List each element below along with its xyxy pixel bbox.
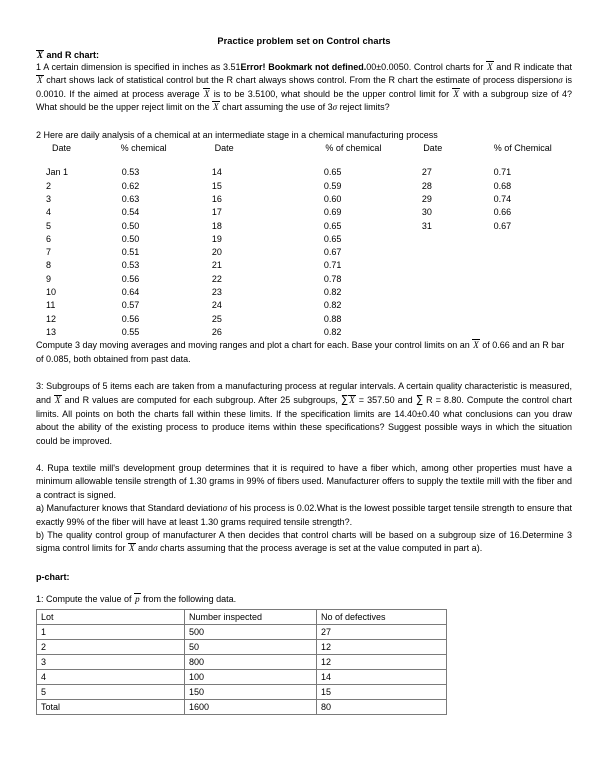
data-header-row <box>36 142 572 155</box>
data-cell: 0.78 <box>323 273 342 284</box>
data-cell: 5 <box>46 220 52 231</box>
data-cell: 0.63 <box>121 193 140 204</box>
data-cell: 0.88 <box>323 313 342 324</box>
data-row <box>36 206 572 219</box>
data-cell: 0.51 <box>121 247 140 258</box>
table-cell: 27 <box>317 625 447 640</box>
x-bar-symbol: X <box>203 88 211 101</box>
data-cell: 22 <box>211 273 222 284</box>
data-cell: 17 <box>211 207 222 218</box>
data-row <box>36 180 572 193</box>
q1-text-8: with a subgroup size of 4? What should be the upper reject limit on the <box>36 88 572 113</box>
data-cell: 0.56 <box>121 313 140 324</box>
sigma-symbol: σ <box>558 75 563 86</box>
x-bar-symbol: X <box>36 74 44 87</box>
table-cell: 15 <box>317 685 447 700</box>
data-cell: 11 <box>46 300 56 311</box>
q1-text-5: chart shows lack of statistical control but the R chart always shows control. From the R chart the estimate of process dispersion <box>43 75 559 86</box>
data-cell: 28 <box>421 180 432 191</box>
data-cell: 0.50 <box>121 220 140 231</box>
data-cell: 24 <box>211 300 222 311</box>
q3-text-1: 3: Subgroups of 5 items each are taken from a manufacturing process at regular intervals. A certain quality characteristic is measured, and <box>36 381 572 406</box>
data-cell: 2 <box>46 180 52 191</box>
data-cell: 21 <box>211 260 222 271</box>
summation-symbol: ∑ <box>341 393 348 407</box>
question-2-footer <box>36 339 572 366</box>
data-cell: 16 <box>211 193 222 204</box>
x-bar-symbol: X <box>54 394 62 407</box>
q2-footer-text-1: Compute 3 day moving averages and moving ranges and plot a chart for each. Base your control limits on an <box>36 340 473 351</box>
table-row <box>37 625 447 640</box>
data-cell <box>489 313 572 326</box>
data-cell <box>489 273 572 286</box>
q3-text-5: 0.40 what conclusions can you draw about the ability of the existing process to produce items within these specifications? Suggest possible ways in which the situation could be improved. <box>36 408 572 446</box>
data-cell: 0.68 <box>493 180 512 191</box>
q2-footer-text-2: of 0.66 and an R bar of 0.085, both obtained from past data. <box>36 340 565 364</box>
pchart-data-table <box>36 609 447 715</box>
table-cell: 3 <box>37 655 185 670</box>
table-cell: 150 <box>185 685 317 700</box>
data-cell: 0.71 <box>493 167 512 178</box>
table-cell: 2 <box>37 640 185 655</box>
q4b-text-1: b) The quality control group of manufacturer A then decides that control charts will be based on a subgroup size of 16.Determine 3 sigma control limits for <box>36 530 572 554</box>
data-cell: 8 <box>46 260 52 271</box>
header-value-3: % of Chemical <box>493 143 552 154</box>
q4b-text-3: charts assuming that the process average is set at the value computed in part a). <box>157 543 483 554</box>
table-row <box>37 685 447 700</box>
question-1-paragraph <box>36 61 572 115</box>
header-date-3: Date <box>423 143 443 154</box>
data-cell: 12 <box>46 313 57 324</box>
table-cell: 12 <box>317 655 447 670</box>
column-header: Number inspected <box>185 610 317 625</box>
data-cell: 9 <box>46 273 52 284</box>
q4a-text-1: a) Manufacturer knows that Standard deviation <box>36 503 223 514</box>
p-bar-symbol: p <box>134 593 141 606</box>
data-cell: Jan 1 <box>46 167 69 178</box>
sigma-symbol: σ <box>222 503 228 514</box>
x-bar-symbol: X <box>212 101 220 114</box>
q1-text-9: chart assuming the use of 3 <box>219 102 333 113</box>
sigma-symbol: σ <box>332 102 338 113</box>
data-cell: 31 <box>421 220 432 231</box>
data-cell: 0.56 <box>121 273 140 284</box>
data-cell: 0.54 <box>121 207 140 218</box>
data-row <box>36 259 572 272</box>
data-cell <box>489 259 572 272</box>
data-row <box>36 299 572 312</box>
data-cell: 0.50 <box>121 233 140 244</box>
x-bar-symbol: X <box>37 50 44 60</box>
data-cell: 18 <box>211 220 222 231</box>
data-cell <box>422 233 489 246</box>
data-cell: 23 <box>211 287 222 297</box>
data-cell: 13 <box>46 326 57 337</box>
data-cell: 0.82 <box>323 287 342 297</box>
pchart-q1-text-2: from the following data. <box>140 593 237 604</box>
table-cell: 100 <box>185 670 317 685</box>
data-cell: 0.53 <box>121 260 140 271</box>
data-cell: 0.82 <box>323 300 342 311</box>
daily-analysis-data <box>36 142 572 339</box>
q1-text-1: 1 A certain dimension is specified in inches as 3.51 <box>36 62 241 72</box>
header-value-2: % of chemical <box>325 143 382 154</box>
data-cell: 0.53 <box>121 167 140 178</box>
table-cell: 14 <box>317 670 447 685</box>
plus-minus-symbol: ± <box>376 62 382 72</box>
data-row <box>36 286 572 299</box>
question-4-paragraph: 4. Rupa textile mill's development group determines that it is required to have a fiber which, among other properties must have a minimum allowable tensile strength of 1.30 grams in 99% of fibers used. Manufacturer offers to supply the textile mill with the fiber and a contract is signed. <box>36 463 572 500</box>
data-row <box>36 193 572 206</box>
data-cell: 29 <box>421 193 432 204</box>
data-cell: 0.67 <box>323 247 342 258</box>
table-cell: 80 <box>317 700 447 715</box>
question-4a-paragraph <box>36 502 572 529</box>
q1-text-7: is to be 3.5100, what should be the upper control limit for <box>210 88 453 99</box>
data-cell <box>422 259 489 272</box>
pchart-question-1 <box>36 593 572 606</box>
sigma-symbol: σ <box>153 543 158 554</box>
data-cell: 30 <box>421 207 432 218</box>
q3-text-4: R = 8.80. Compute the control chart limits. All points on both the charts fall within these limits. If the specification limits are 14.40 <box>36 395 572 419</box>
section-heading-pchart: p-chart: <box>36 571 70 582</box>
data-cell <box>489 246 572 259</box>
data-cell: 0.57 <box>121 300 140 311</box>
section-heading-xbar-r-text: and R chart: <box>44 50 100 60</box>
table-cell: 12 <box>317 640 447 655</box>
data-cell: 0.82 <box>323 326 342 337</box>
table-header-row <box>37 610 447 625</box>
table-row <box>37 655 447 670</box>
data-cell: 0.69 <box>323 207 342 218</box>
data-cell: 19 <box>211 233 222 244</box>
plus-minus-symbol: ± <box>417 408 422 419</box>
x-bar-symbol: X <box>452 88 460 101</box>
question-4b-paragraph <box>36 529 572 556</box>
q1-text-2: 00 <box>366 62 377 72</box>
data-row <box>36 166 572 179</box>
page-title: Practice problem set on Control charts <box>217 36 391 46</box>
data-cell: 0.60 <box>323 193 342 204</box>
data-cell: 15 <box>211 180 222 191</box>
data-cell: 27 <box>421 167 432 178</box>
data-cell: 0.67 <box>493 220 512 231</box>
section-heading-xbar-r <box>36 50 572 60</box>
data-cell <box>422 313 489 326</box>
question-3-paragraph <box>36 380 572 448</box>
data-row <box>36 220 572 233</box>
table-cell: 1600 <box>185 700 317 715</box>
data-cell: 0.55 <box>121 326 140 337</box>
data-cell: 0.71 <box>323 260 342 271</box>
q3-text-2: and R values are computed for each subgroup. After 25 subgroups, <box>61 395 341 406</box>
data-row <box>36 246 572 259</box>
table-cell: Total <box>37 700 185 715</box>
q1-text-4: and R indicate that <box>493 62 572 72</box>
data-cell: 4 <box>46 207 52 218</box>
data-cell: 0.65 <box>323 167 342 178</box>
data-cell: 0.66 <box>493 207 512 218</box>
data-row <box>36 313 572 326</box>
data-cell <box>422 246 489 259</box>
data-cell: 0.62 <box>121 180 140 191</box>
header-date-1: Date <box>52 143 72 154</box>
data-cell: 14 <box>211 167 222 178</box>
data-cell: 20 <box>211 247 222 258</box>
header-date-2: Date <box>214 143 234 154</box>
data-cell: 0.65 <box>323 220 342 231</box>
q1-text-6: is 0.0010. If the aimed at process average <box>36 75 572 99</box>
q1-text-10: reject limits? <box>337 102 390 113</box>
pchart-q1-text-1: 1: Compute the value of <box>36 593 135 604</box>
q4a-text-2: of his process is 0.02.What is the lowest possible target tensile strength to ensure that exactly 99% of the fiber will have at least 1.30 grams required tensile strength?. <box>36 503 572 527</box>
table-cell: 50 <box>185 640 317 655</box>
column-header: Lot <box>37 610 185 625</box>
header-value-1: % chemical <box>120 143 167 154</box>
x-bar-symbol: X <box>486 61 494 74</box>
data-cell: 3 <box>46 193 52 204</box>
x-bar-symbol: X <box>348 394 356 407</box>
data-row <box>36 233 572 246</box>
table-cell: 5 <box>37 685 185 700</box>
data-cell: 25 <box>211 313 222 324</box>
data-cell: 6 <box>46 233 52 244</box>
q4b-text-2: and <box>135 543 154 554</box>
table-row <box>37 670 447 685</box>
table-row <box>37 640 447 655</box>
data-cell <box>489 299 572 312</box>
data-cell: 0.64 <box>121 287 140 297</box>
summation-symbol: ∑ <box>416 393 423 407</box>
q3-text-3: = 357.50 and <box>355 395 416 406</box>
data-cell <box>489 326 572 339</box>
x-bar-symbol: X <box>472 339 480 352</box>
data-cell <box>489 286 572 299</box>
table-cell: 4 <box>37 670 185 685</box>
x-bar-symbol: X <box>128 542 136 555</box>
data-cell <box>422 299 489 312</box>
data-cell: 0.59 <box>323 180 342 191</box>
data-cell: 0.65 <box>323 233 342 244</box>
table-row <box>37 700 447 715</box>
table-cell: 1 <box>37 625 185 640</box>
table-cell: 800 <box>185 655 317 670</box>
data-cell <box>422 286 489 299</box>
bookmark-error-text: Error! Bookmark not defined. <box>240 62 367 72</box>
question-2-intro: 2 Here are daily analysis of a chemical at an intermediate stage in a chemical manufacturing process <box>36 129 438 140</box>
data-cell <box>489 233 572 246</box>
column-header: No of defectives <box>317 610 447 625</box>
data-cell: 26 <box>211 326 222 337</box>
q1-text-3: 0.0050. Control charts for <box>381 62 487 72</box>
data-cell <box>422 326 489 339</box>
data-row <box>36 326 572 339</box>
data-row <box>36 273 572 286</box>
data-cell: 10 <box>46 287 57 297</box>
table-cell: 500 <box>185 625 317 640</box>
data-cell <box>422 273 489 286</box>
data-cell: 0.74 <box>493 193 512 204</box>
data-cell: 7 <box>46 247 52 258</box>
